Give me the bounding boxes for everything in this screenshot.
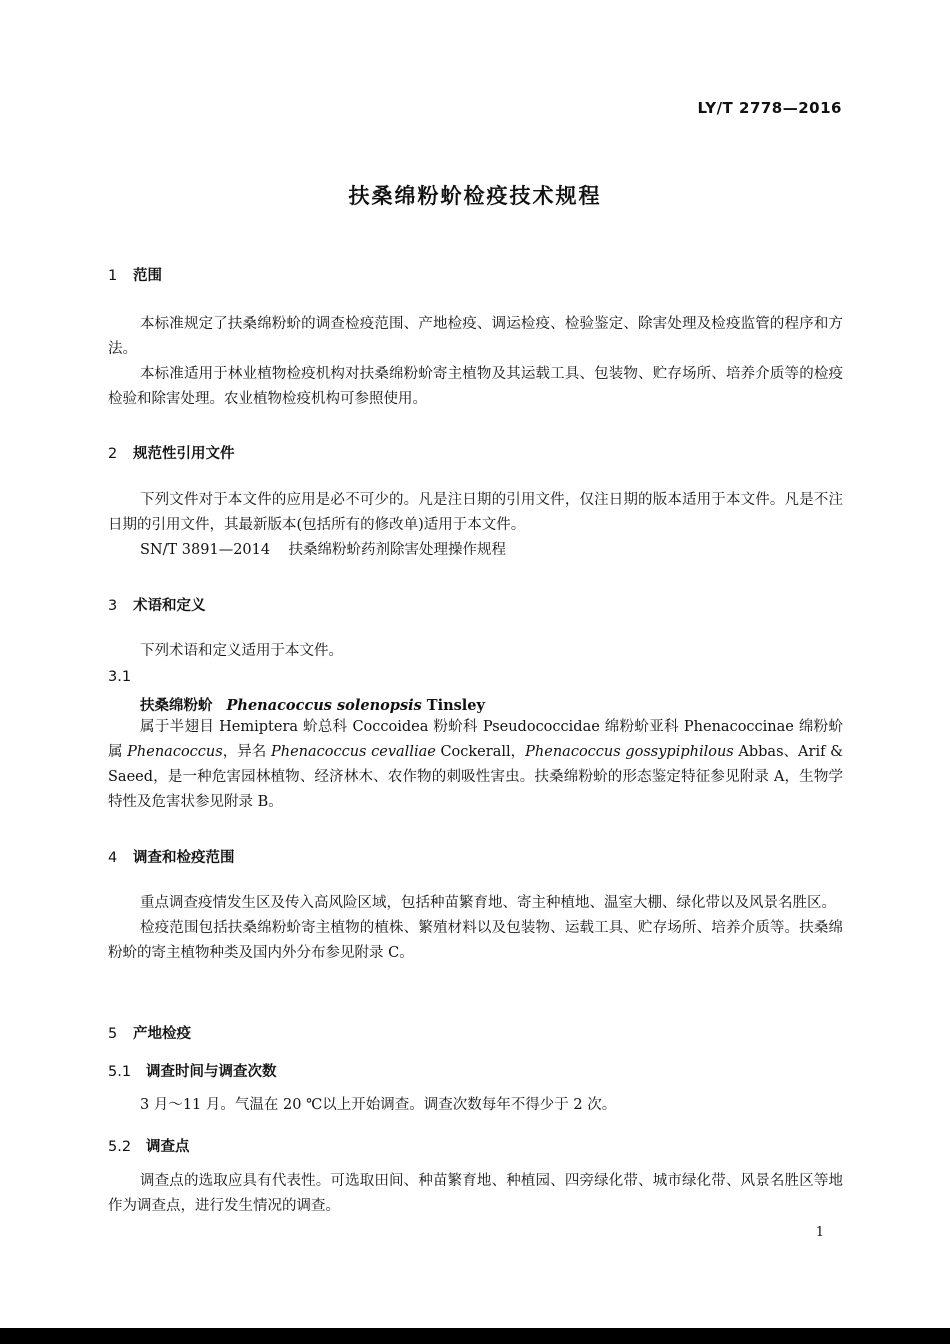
section-number: 3 (108, 598, 118, 614)
section-title: 调查时间与调查次数 (146, 1064, 277, 1080)
section-2-body (108, 488, 843, 563)
section-number: 5.1 (108, 1064, 132, 1080)
clause-number: 3.1 (108, 669, 132, 685)
section-1-body (108, 312, 843, 412)
def-text: 属于半翅目 Hemiptera 蚧总科 Coccoidea 粉蚧科 Pseudococcidae 绵粉蚧亚科 Phenacoccinae 绵粉蚧属 (108, 719, 843, 760)
section-2-heading (108, 442, 235, 463)
paragraph: 本标准规定了扶桑绵粉蚧的调查检疫范围、产地检疫、调运检疫、检验鉴定、除害处理及检疫监管的程序和方法。 (108, 316, 843, 357)
section-3-intro (108, 639, 843, 664)
term-latin: Phenacoccus solenopsis (226, 697, 422, 714)
paragraph: 重点调查疫情发生区及传入高风险区域，包括种苗繁育地、寄主种植地、温室大棚、绿化带以及风景名胜区。 (140, 895, 836, 911)
document-title: 扶桑绵粉蚧检疫技术规程 (348, 184, 602, 208)
section-5-heading (108, 1022, 191, 1043)
page-number: 1 (815, 1225, 824, 1240)
paragraph: 检疫范围包括扶桑绵粉蚧寄主植物的植株、繁殖材料以及包装物、运载工具、贮存场所、培养介质等。扶桑绵粉蚧的寄主植物种类及国内外分布参见附录 C。 (108, 920, 843, 961)
section-4-body (108, 891, 843, 966)
section-number: 5 (108, 1026, 118, 1042)
section-5-2-heading (108, 1135, 190, 1156)
section-5-1-body (108, 1093, 843, 1118)
paragraph: 下列文件对于本文件的应用是必不可少的。凡是注日期的引用文件，仅注日期的版本适用于本文件。凡是不注日期的引用文件，其最新版本(包括所有的修改单)适用于本文件。 (108, 492, 843, 533)
reference-title: 扶桑绵粉蚧药剂除害处理操作规程 (288, 542, 507, 558)
section-5-1-heading (108, 1060, 277, 1081)
section-4-heading (108, 846, 235, 867)
paragraph: 下列术语和定义适用于本文件。 (140, 643, 343, 659)
normative-reference (108, 538, 843, 563)
def-text: Abbas、Arif & Saeed，是一种危害园林植物、经济林木、农作物的刺吸性害虫。扶桑绵粉蚧的形态鉴定特征参见附录 A，生物学特性及危害状参见附录 B。 (108, 744, 844, 810)
section-1-heading (108, 264, 162, 285)
section-title: 术语和定义 (133, 598, 206, 614)
synonym-name: Phenacoccus cevalliae (270, 744, 436, 760)
def-text: Cockerall， (435, 744, 526, 760)
term-entry (140, 694, 485, 715)
standard-code: LY/T 2778—2016 (697, 99, 842, 117)
paragraph (108, 715, 843, 815)
section-title: 规范性引用文件 (133, 446, 235, 462)
synonym-name: Phenacoccus gossypiphilous (525, 744, 734, 760)
def-text: ，异名 (222, 744, 271, 760)
page-bottom-bar (0, 1328, 950, 1344)
genus-name: Phenacoccus (127, 744, 223, 760)
section-title: 调查和检疫范围 (133, 850, 235, 866)
section-3-heading (108, 594, 206, 615)
section-title: 范围 (133, 268, 162, 284)
section-number: 4 (108, 850, 118, 866)
term-chinese: 扶桑绵粉蚧 (140, 698, 213, 714)
paragraph: 调查点的选取应具有代表性。可选取田间、种苗繁育地、种植园、四旁绿化带、城市绿化带、风景名胜区等地作为调查点，进行发生情况的调查。 (108, 1173, 843, 1214)
section-number: 1 (108, 268, 118, 284)
section-number: 5.2 (108, 1139, 132, 1155)
reference-code: SN/T 3891—2014 (140, 542, 271, 558)
paragraph: 3 月～11 月。气温在 20 ℃以上开始调查。调查次数每年不得少于 2 次。 (140, 1097, 617, 1113)
section-5-2-body (108, 1169, 843, 1219)
paragraph: 本标准适用于林业植物检疫机构对扶桑绵粉蚧寄主植物及其运载工具、包装物、贮存场所、培养介质等的检疫检验和除害处理。农业植物检疫机构可参照使用。 (108, 366, 843, 407)
term-definition (108, 715, 843, 815)
term-author: Tinsley (426, 697, 485, 714)
section-title: 调查点 (146, 1139, 190, 1155)
section-title: 产地检疫 (133, 1026, 191, 1042)
section-number: 2 (108, 446, 118, 462)
